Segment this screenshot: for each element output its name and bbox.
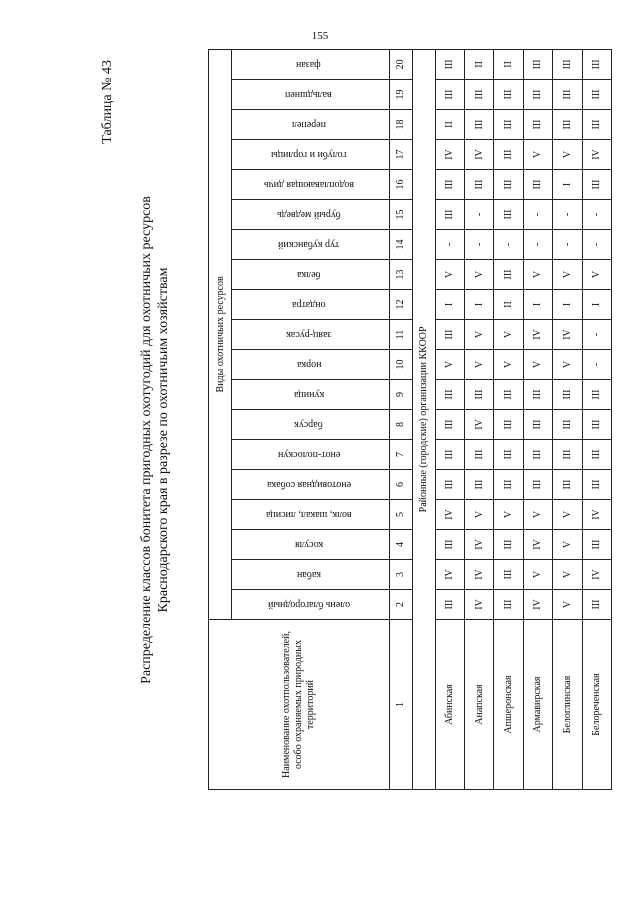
table-cell: III	[465, 440, 494, 470]
table-cell: I	[553, 170, 582, 200]
table-cell: V	[553, 260, 582, 290]
species-header: фазан	[296, 58, 322, 70]
table-cell: I	[523, 290, 552, 320]
column-number: 14	[389, 230, 412, 260]
row-name: Апшеронская	[494, 620, 523, 790]
species-header: косуля	[294, 539, 323, 550]
table-cell: III	[494, 560, 523, 590]
table-cell: -	[465, 230, 494, 260]
table-cell: III	[523, 80, 552, 110]
table-cell: IV	[523, 530, 552, 560]
column-number: 5	[389, 500, 412, 530]
table-cell: V	[465, 500, 494, 530]
table-cell: IV	[465, 560, 494, 590]
column-number: 12	[389, 290, 412, 320]
species-header: заяц-русак	[286, 329, 332, 340]
row-name: Белоглинская	[553, 620, 582, 790]
table-cell: III	[435, 200, 464, 230]
table-cell: IV	[465, 140, 494, 170]
table-cell: -	[582, 230, 611, 260]
species-header: куница	[293, 389, 324, 400]
species-header: кабан	[296, 569, 321, 580]
table-cell: III	[435, 470, 464, 500]
species-header: голуби и горлицы	[271, 149, 347, 160]
table-cell: IV	[465, 530, 494, 560]
table-cell: II	[465, 49, 494, 79]
table-cell: III	[553, 49, 582, 79]
table-cell: -	[523, 200, 552, 230]
table-cell: III	[494, 410, 523, 440]
section-header: Районные (городские) организации ККООР	[412, 49, 435, 789]
table-cell: III	[553, 80, 582, 110]
bonitet-table	[208, 49, 612, 790]
table-cell: III	[494, 200, 523, 230]
table-cell: -	[494, 230, 523, 260]
table-cell: IV	[465, 590, 494, 620]
row-name: Абинская	[435, 620, 464, 790]
table-cell: II	[494, 290, 523, 320]
column-number: 16	[389, 170, 412, 200]
table-cell: III	[435, 410, 464, 440]
table-cell: I	[465, 290, 494, 320]
header-row-group	[209, 49, 232, 789]
row-name: Анапская	[465, 620, 494, 790]
table-cell: V	[435, 260, 464, 290]
table-cell: III	[582, 380, 611, 410]
name-column-header: Наименование охотпользователей, особо охраняемых природных территорий	[209, 620, 390, 790]
table-cell: V	[465, 260, 494, 290]
table-cell: III	[582, 110, 611, 140]
row-name: Белореченская	[582, 620, 611, 790]
species-header: бурый медведь	[276, 209, 341, 220]
table-cell: -	[465, 200, 494, 230]
column-number-row	[389, 49, 412, 789]
section-row	[412, 49, 435, 789]
column-number: 2	[389, 590, 412, 620]
column-number: 11	[389, 320, 412, 350]
table-cell: IV	[465, 410, 494, 440]
page-number: 155	[311, 30, 329, 42]
table-cell: III	[494, 380, 523, 410]
column-number: 20	[389, 49, 412, 79]
species-header: барсук	[294, 419, 324, 430]
table-cell: III	[582, 170, 611, 200]
table-row	[465, 49, 494, 789]
table-cell: III	[435, 320, 464, 350]
table-cell: -	[582, 350, 611, 380]
table-cell: III	[553, 410, 582, 440]
table-cell: V	[494, 350, 523, 380]
table-cell: III	[523, 440, 552, 470]
table-cell: IV	[435, 140, 464, 170]
table-row	[582, 49, 611, 789]
column-number: 8	[389, 410, 412, 440]
table-row	[523, 49, 552, 789]
table-cell: V	[523, 260, 552, 290]
table-cell: IV	[523, 320, 552, 350]
table-cell: III	[523, 380, 552, 410]
row-name: Армавирская	[523, 620, 552, 790]
table-cell: -	[435, 230, 464, 260]
table-cell: V	[435, 350, 464, 380]
table-cell: III	[523, 170, 552, 200]
table-cell: V	[582, 260, 611, 290]
table-cell: III	[435, 80, 464, 110]
table-row	[553, 49, 582, 789]
column-number: 17	[389, 140, 412, 170]
table-cell: -	[553, 230, 582, 260]
table-cell: III	[582, 470, 611, 500]
table-cell: I	[582, 290, 611, 320]
table-cell: V	[465, 320, 494, 350]
table-cell: III	[494, 170, 523, 200]
species-header: водоплавающая дичь	[263, 179, 354, 190]
table-cell: V	[523, 140, 552, 170]
table-cell: III	[553, 440, 582, 470]
column-number: 1	[389, 620, 412, 790]
table-cell: V	[553, 530, 582, 560]
table-cell: IV	[582, 140, 611, 170]
table-cell: III	[465, 470, 494, 500]
table-cell: -	[582, 200, 611, 230]
table-cell: V	[553, 590, 582, 620]
species-header: волк, шакал, лисица	[265, 509, 352, 520]
column-number: 6	[389, 470, 412, 500]
table-cell: III	[435, 380, 464, 410]
column-number: 9	[389, 380, 412, 410]
table-cell: III	[523, 49, 552, 79]
table-cell: III	[435, 530, 464, 560]
column-number: 3	[389, 560, 412, 590]
table-cell: IV	[582, 500, 611, 530]
table-cell: III	[582, 80, 611, 110]
table-cell: III	[582, 410, 611, 440]
species-header: вальдшнеп	[285, 89, 333, 100]
table-cell: -	[582, 320, 611, 350]
table-cell: -	[553, 200, 582, 230]
table-cell: IV	[582, 560, 611, 590]
table-cell: III	[494, 530, 523, 560]
species-header: норка	[296, 359, 322, 370]
table-cell: III	[435, 49, 464, 79]
species-header: ондатра	[292, 299, 326, 310]
table-cell: III	[582, 440, 611, 470]
table-number: Таблица № 43	[100, 60, 115, 144]
species-header: олень благородный	[267, 599, 350, 610]
table-cell: I	[435, 290, 464, 320]
table-cell: II	[494, 49, 523, 79]
table-cell: V	[523, 500, 552, 530]
table-title: Распределение классов бонитета пригодных охотугодий для охотничьих ресурсов Краснодарского края в разрезе по охотничьим хозяйствам	[139, 196, 171, 684]
table-cell: III	[435, 590, 464, 620]
table-cell: III	[465, 170, 494, 200]
table-cell: III	[494, 140, 523, 170]
table-cell: III	[465, 110, 494, 140]
table-cell: III	[494, 590, 523, 620]
table-cell: V	[553, 140, 582, 170]
column-number: 18	[389, 110, 412, 140]
table-cell: III	[523, 470, 552, 500]
table-cell: III	[435, 440, 464, 470]
species-header: енотовидная собака	[266, 479, 351, 490]
table-cell: V	[553, 350, 582, 380]
table-cell: V	[553, 560, 582, 590]
column-number: 7	[389, 440, 412, 470]
table-cell: III	[465, 380, 494, 410]
table-cell: -	[523, 230, 552, 260]
table-cell: III	[582, 49, 611, 79]
column-number: 15	[389, 200, 412, 230]
rotated-page-content	[70, 40, 640, 840]
species-header: белка	[297, 269, 321, 280]
table-row	[494, 49, 523, 789]
table-row	[435, 49, 464, 789]
table-cell: III	[553, 110, 582, 140]
table-cell: III	[435, 170, 464, 200]
table-cell: IV	[523, 590, 552, 620]
table-cell: III	[582, 530, 611, 560]
table-cell: III	[582, 590, 611, 620]
table-cell: III	[553, 470, 582, 500]
table-cell: III	[465, 80, 494, 110]
species-header: перепел	[291, 119, 326, 130]
species-group-header: Виды охотничьих ресурсов	[209, 49, 232, 619]
table-cell: III	[553, 380, 582, 410]
table-cell: III	[523, 410, 552, 440]
table-cell: V	[494, 320, 523, 350]
table-cell: II	[435, 110, 464, 140]
table-cell: III	[494, 470, 523, 500]
column-number: 13	[389, 260, 412, 290]
table-cell: IV	[435, 560, 464, 590]
table-cell: IV	[435, 500, 464, 530]
column-number: 4	[389, 530, 412, 560]
table-cell: V	[465, 350, 494, 380]
column-number: 10	[389, 350, 412, 380]
table-cell: V	[494, 500, 523, 530]
table-cell: V	[523, 350, 552, 380]
table-cell: V	[523, 560, 552, 590]
table-cell: III	[494, 110, 523, 140]
column-number: 19	[389, 80, 412, 110]
species-header: енот-полоскун	[277, 449, 340, 460]
table-cell: I	[553, 290, 582, 320]
table-cell: V	[553, 500, 582, 530]
species-header: тур кубанский	[278, 239, 340, 250]
table-cell: III	[494, 440, 523, 470]
table-cell: III	[494, 80, 523, 110]
table-cell: III	[494, 260, 523, 290]
table-cell: III	[523, 110, 552, 140]
table-cell: IV	[553, 320, 582, 350]
